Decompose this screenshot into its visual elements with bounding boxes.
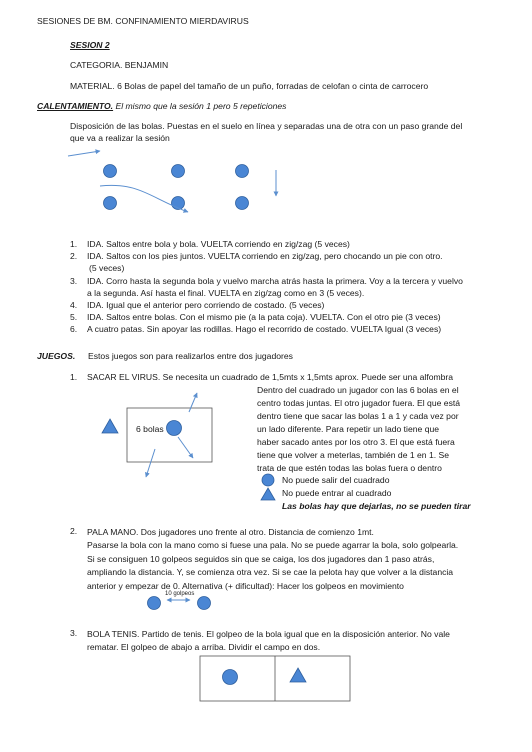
games-intro: Estos juegos son para realizarlos entre dos jugadores (88, 351, 293, 361)
warmup-note: El mismo que la sesión 1 pero 5 repeticiones (115, 101, 287, 111)
game2-description: PALA MANO. Dos jugadores uno frente al otro. Distancia de comienzo 1mt. Pasarse la bola con la mano como si fuese una pala. No se puede agarrar la bola, solo golpearla. Si se consiguen 10 golpeos seguidos sin que se caiga, los dos jugadores dan 1 paso atrás, ampliando la distancia. Y, se comienza otra vez. Si se cae la pelota hay que volver a la distancia anterior y empezar de 0. Alternativa (+ dificultad): Hacer los golpeos en movimiento (87, 527, 459, 591)
game1-description: Dentro del cuadrado un jugador con las 6 bolas en el centro todas juntas. El otro jugador fuera. El que está dentro tiene que sacar las bolas 1 a 1 y cada vez por un lado diferente. Para repetir un lado tiene que haber sacado antes por los otro 3. El que está fuera tiene que volver a meterlas, también de 1 en 1. Se trata de que estén todas las bolas fuera o dentro (257, 385, 461, 473)
six-balls-label: 6 bolas (136, 424, 164, 434)
player-circle (223, 670, 238, 685)
list-item: 3. IDA. Corro hasta la segunda bola y vuelvo marcha atrás hasta la primera. Voy a la tercera y vuelvo a la segunda. Así hasta el final. VUELTA en zig/zag como en 3 (5 veces). (70, 275, 463, 298)
list-item: 6. A cuatro patas. Sin apoyar las rodillas. Hago el recorrido de costado. VUELTA Igual (3 veces) (70, 324, 442, 335)
game1-number: 1. (70, 372, 78, 382)
player-triangle (290, 668, 306, 682)
disposition-text: Disposición de las bolas. Puestas en el suelo en línea y separadas una de otra con un paso grande del que va a realizar la sesión (70, 121, 463, 144)
material-line: MATERIAL. 6 Bolas de papel del tamaño de un puño, forradas de celofan o cinta de carrocero (70, 81, 429, 91)
game3-number: 3. (70, 628, 78, 638)
game1-first-line: SACAR EL VIRUS. Se necesita un cuadrado de 1,5mts x 1,5mts aprox. Puede ser una alfombra (87, 372, 454, 382)
rule-text: Las bolas hay que dejarlas, no se pueden tirar (282, 501, 471, 511)
game3-description: BOLA TENIS. Partido de tenis. El golpeo de la bola igual que en la disposición anterior. No vale rematar. El golpeo de abajo a arriba. Dividir el campo en dos. (87, 629, 450, 653)
category-line: CATEGORIA. BENJAMIN (70, 60, 169, 70)
list-item: 4. IDA. Igual que el anterior pero corriendo de costado. (5 veces) (70, 300, 325, 311)
list-item: 5. IDA. Saltos entre bolas. Con el mismo pie (a la pata coja). VUELTA. Con el otro pie (3 veces) (70, 312, 441, 323)
list-item: 1. IDA. Saltos entre bola y bola. VUELTA corriendo en zig/zag (5 veces) (70, 239, 350, 249)
games-label: JUEGOS. (37, 351, 76, 361)
list-item: 2. IDA. Saltos con los pies juntos. VUELTA corriendo en zig/zag, pero chocando un pie con otro. (5 veces) (70, 251, 443, 274)
legend-triangle-text: No puede entrar al cuadrado (282, 488, 392, 498)
document-header: SESIONES DE BM. CONFINAMIENTO MIERDAVIRUS (37, 16, 249, 26)
session-title: SESION 2 (70, 40, 110, 50)
ten-hits-label: 10 golpeos (165, 591, 195, 597)
legend-circle-text: No puede salir del cuadrado (282, 475, 390, 485)
warmup-label: CALENTAMIENTO. (37, 101, 114, 111)
game2-number: 2. (70, 526, 78, 536)
